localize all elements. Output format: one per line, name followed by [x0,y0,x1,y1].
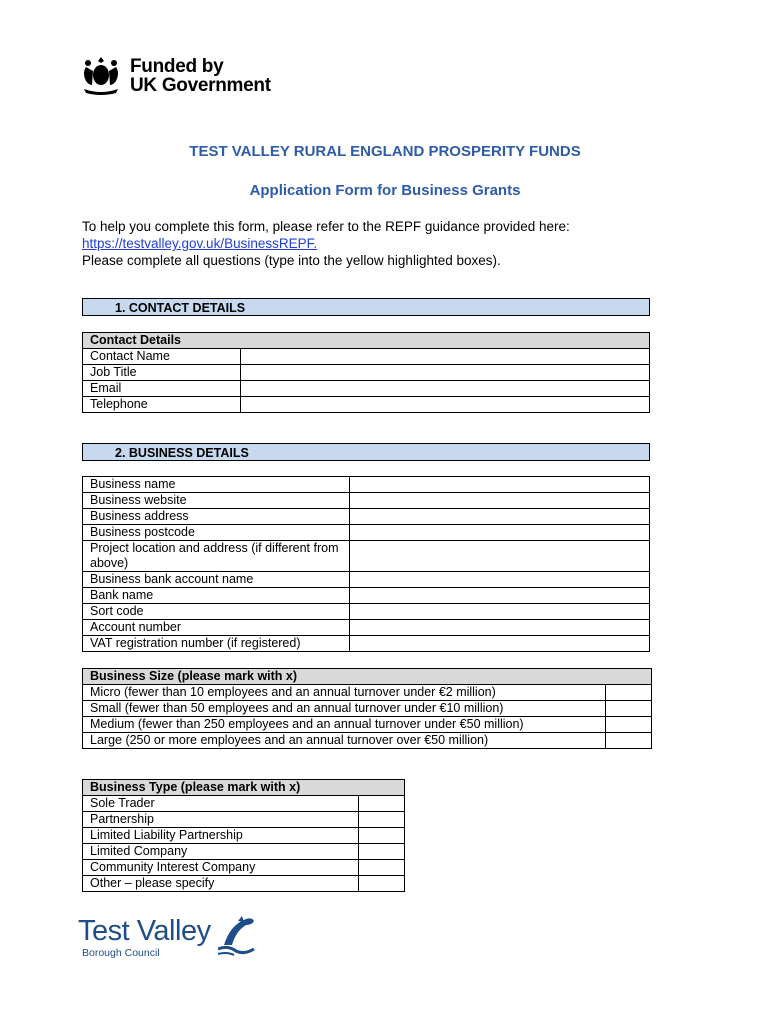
table-row [83,588,650,604]
table-row [83,685,652,701]
business-name-label: Business name [83,477,350,493]
business-details-table [82,476,650,652]
contact-details-header: Contact Details [83,333,650,349]
leaping-fish-icon [218,915,256,959]
size-small-label: Small (fewer than 50 employees and an annual turnover under €10 million) [83,701,606,717]
table-row [83,812,405,828]
intro-line: To help you complete this form, please refer to the REPF guidance provided here: [82,219,570,234]
bank-name-field[interactable] [349,588,649,604]
size-small-checkbox[interactable] [606,701,652,717]
job-title-field[interactable] [240,365,649,381]
funded-by-uk-government-logo [78,53,293,98]
table-row [83,525,650,541]
type-cic-label: Community Interest Company [83,860,359,876]
contact-details-table [82,332,650,413]
size-large-checkbox[interactable] [606,733,652,749]
test-valley-borough-council-logo [78,915,258,963]
document-subtitle: Application Form for Business Grants [249,182,521,199]
table-row [83,860,405,876]
size-medium-label: Medium (fewer than 250 employees and an annual turnover under €50 million) [83,717,606,733]
telephone-field[interactable] [240,397,649,413]
sort-code-label: Sort code [83,604,350,620]
table-row [83,493,650,509]
bank-account-name-label: Business bank account name [83,572,350,588]
table-row [83,604,650,620]
size-medium-checkbox[interactable] [606,717,652,733]
intro-text [82,218,682,269]
email-field[interactable] [240,381,649,397]
business-address-field[interactable] [349,509,649,525]
table-row [83,733,652,749]
table-row [83,844,405,860]
business-website-field[interactable] [349,493,649,509]
type-partnership-checkbox[interactable] [359,812,405,828]
business-address-label: Business address [83,509,350,525]
section-business-details-heading: 2. BUSINESS DETAILS [82,443,650,461]
document-title: TEST VALLEY RURAL ENGLAND PROSPERITY FUNDS [189,143,581,160]
table-row [83,381,650,397]
council-subtitle: Borough Council [82,947,160,959]
table-row [83,701,652,717]
sort-code-field[interactable] [349,604,649,620]
gov-logo-line1: Funded by [130,55,224,77]
table-row [83,397,650,413]
table-row [83,828,405,844]
type-llp-label: Limited Liability Partnership [83,828,359,844]
section-contact-details-heading: 1. CONTACT DETAILS [82,298,650,316]
business-website-label: Business website [83,493,350,509]
size-large-label: Large (250 or more employees and an annual turnover over €50 million) [83,733,606,749]
size-micro-label: Micro (fewer than 10 employees and an annual turnover under €2 million) [83,685,606,701]
table-row [83,876,405,892]
telephone-label: Telephone [83,397,241,413]
business-postcode-label: Business postcode [83,525,350,541]
project-location-label: Project location and address (if different from above) [83,541,350,572]
business-name-field[interactable] [349,477,649,493]
table-row [83,796,405,812]
type-sole-trader-checkbox[interactable] [359,796,405,812]
royal-coat-of-arms-icon [78,55,124,97]
table-row [83,620,650,636]
vat-number-label: VAT registration number (if registered) [83,636,350,652]
project-location-field[interactable] [349,541,649,572]
job-title-label: Job Title [83,365,241,381]
email-label: Email [83,381,241,397]
intro-instructions: Please complete all questions (type into the yellow highlighted boxes). [82,253,501,268]
type-limited-company-checkbox[interactable] [359,844,405,860]
table-row [83,477,650,493]
type-llp-checkbox[interactable] [359,828,405,844]
table-row [83,717,652,733]
table-row [83,349,650,365]
table-row [83,572,650,588]
bank-name-label: Bank name [83,588,350,604]
type-other-label: Other – please specify [83,876,359,892]
type-cic-checkbox[interactable] [359,860,405,876]
contact-name-field[interactable] [240,349,649,365]
business-size-header: Business Size (please mark with x) [83,669,652,685]
type-limited-company-label: Limited Company [83,844,359,860]
table-row [83,365,650,381]
guidance-link[interactable]: https://testvalley.gov.uk/BusinessREPF. [82,236,318,251]
business-type-header: Business Type (please mark with x) [83,780,405,796]
table-row [83,541,650,572]
bank-account-name-field[interactable] [349,572,649,588]
vat-number-field[interactable] [349,636,649,652]
business-type-table [82,779,405,892]
type-sole-trader-label: Sole Trader [83,796,359,812]
council-name: Test Valley [78,915,211,947]
size-micro-checkbox[interactable] [606,685,652,701]
account-number-field[interactable] [349,620,649,636]
business-size-table [82,668,652,749]
account-number-label: Account number [83,620,350,636]
business-postcode-field[interactable] [349,525,649,541]
gov-logo-line2: UK Government [130,74,271,96]
contact-name-label: Contact Name [83,349,241,365]
type-partnership-label: Partnership [83,812,359,828]
table-row [83,509,650,525]
type-other-checkbox[interactable] [359,876,405,892]
table-row [83,636,650,652]
